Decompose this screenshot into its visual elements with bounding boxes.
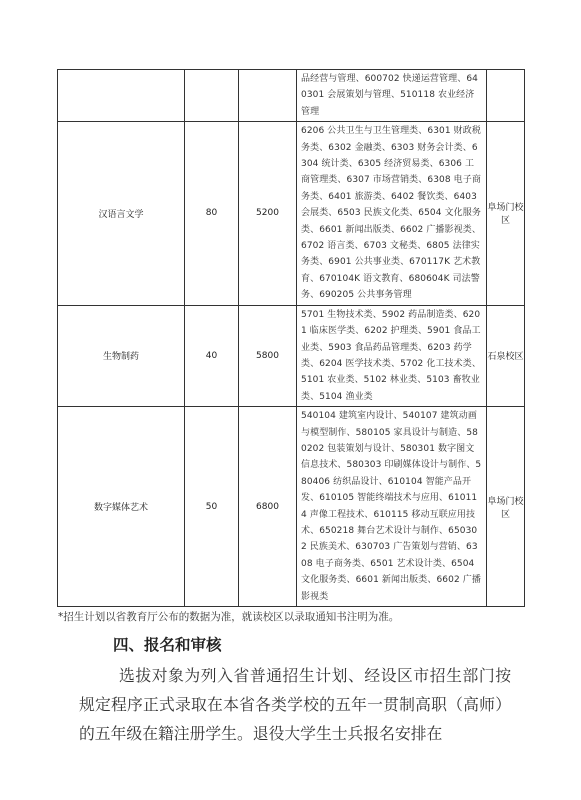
major-name-cell	[58, 70, 185, 122]
section-title: 四、报名和审核	[113, 636, 222, 654]
campus-cell: 阜场门校区	[487, 122, 525, 305]
plan-count-cell: 50	[185, 407, 239, 607]
campus-cell	[487, 70, 525, 122]
tuition-cell: 6800	[239, 407, 297, 607]
eligible-majors-cell: 5701 生物技术类、5902 药品制造类、6201 临床医学类、6202 护理类、5901 食品工业类、5903 食品药品管理类、6203 药学类、6204 医学技术类、5702 化工技术类、5101 农业类、5102 林业类、5103 畜牧业类、5104 渔业类	[297, 305, 487, 406]
major-name-cell: 数字媒体艺术	[58, 407, 185, 607]
plan-count-cell: 80	[185, 122, 239, 305]
table-row	[58, 70, 525, 122]
table-row	[58, 305, 525, 406]
tuition-cell: 5800	[239, 305, 297, 406]
eligible-majors-cell: 6206 公共卫生与卫生管理类、6301 财政税务类、6302 金融类、6303 财务会计类、6304 统计类、6305 经济贸易类、6306 工商管理类、6307 市场营销类、6308 电子商务类、6401 旅游类、6402 餐饮类、6403 会展类、6503 民族文化类、6504 文化服务类、6601 新闻出版类、6602 广播影视类、6702 语言类、6703 文秘类、6805 法律实务类、6901 公共事业类、670117K 艺术教育、670104K 语文教育、680604K 司法警务、690205 公共事务管理	[297, 122, 487, 305]
majors-table	[57, 69, 525, 607]
table-footnote: *招生计划以省教育厅公布的数据为准，就读校区以录取通知书注明为准。	[58, 611, 400, 623]
table-row	[58, 122, 525, 305]
tuition-cell: 5200	[239, 122, 297, 305]
eligible-majors-cell: 品经营与管理、600702 快递运营管理、640301 会展策划与管理、510118 农业经济管理	[297, 70, 487, 122]
major-name-cell: 汉语言文学	[58, 122, 185, 305]
table-row	[58, 407, 525, 607]
body-paragraph: 选拔对象为列入省普通招生计划、经设区市招生部门按规定程序正式录取在本省各类学校的五年一贯制高职（高师）的五年级在籍注册学生。退役大学生士兵报名安排在	[79, 666, 511, 743]
campus-cell: 石泉校区	[487, 305, 525, 406]
campus-cell: 阜场门校区	[487, 407, 525, 607]
tuition-cell	[239, 70, 297, 122]
plan-count-cell	[185, 70, 239, 122]
plan-count-cell: 40	[185, 305, 239, 406]
major-name-cell: 生物制药	[58, 305, 185, 406]
eligible-majors-cell: 540104 建筑室内设计、540107 建筑动画与模型制作、580105 家具设计与制造、580202 包装策划与设计、580301 数字图文信息技术、580303 印刷媒体设计与制作、580406 纺织品设计、610104 智能产品开发、610105 智能终端技术与应用、610114 声像工程技术、610115 移动互联应用技术、650218 舞台艺术设计与制作、650302 民族美术、630703 广告策划与营销、6308 电子商务类、6501 艺术设计类、6504 文化服务类、6601 新闻出版类、6602 广播影视类	[297, 407, 487, 607]
